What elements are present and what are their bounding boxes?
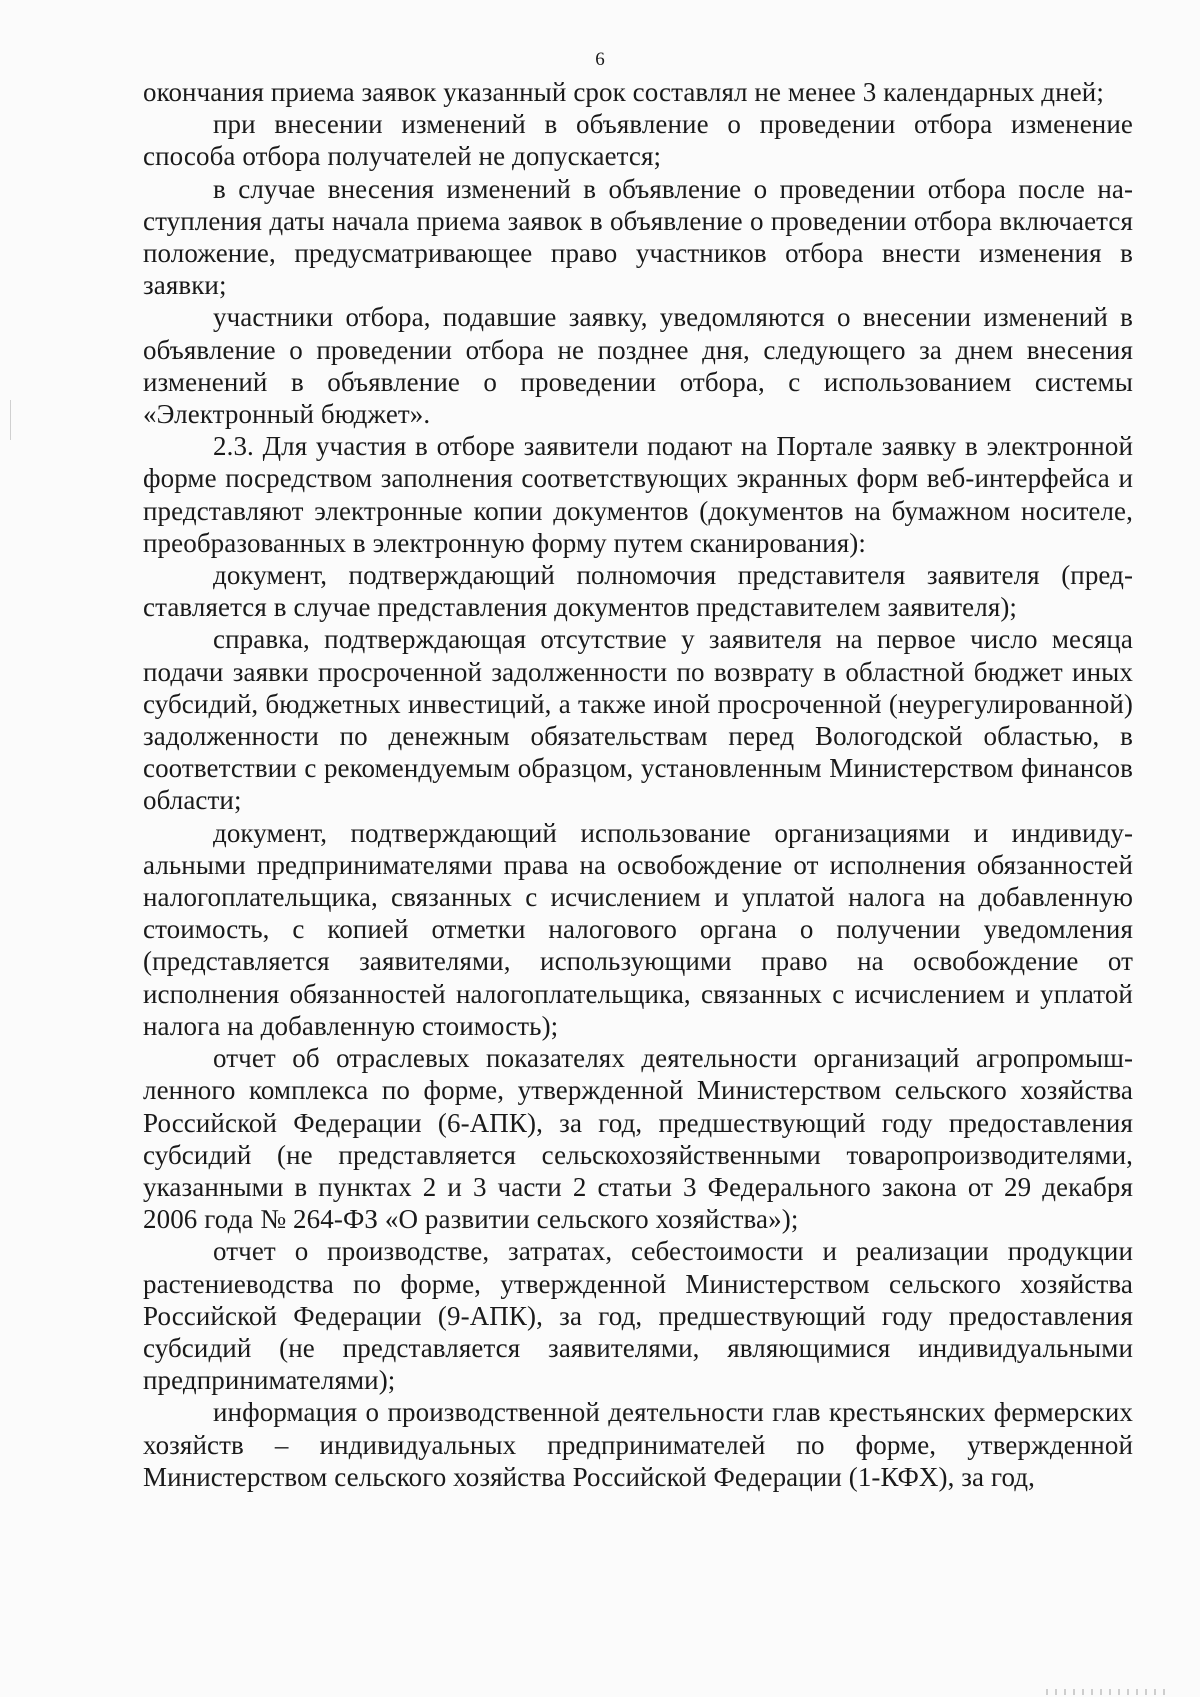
paragraph-1: окончания приема заявок указанный срок составлял не менее 3 календарных дней; xyxy=(143,77,1104,107)
paragraph-6: документ, подтверждающий полномочия представителя заявителя (представляется в случае представления документов представителем заявителя); xyxy=(143,560,1133,623)
paragraph-7: справка, подтверждающая отсутствие у заявителя на первое число месяца подачи заявки просроченной задолженности по возврату в областной бюджет иных субсидий, бюджетных инвестиций, а также иной просроченной (неурегулированной) задолженности по денежным обязательствам перед Вологодской областью, в соответствии с рекомендуемым образцом, установленным Министерством финансов области; xyxy=(143,624,1133,816)
paragraph-3: в случае внесения изменений в объявление о проведении отбора после наступления даты начала приема заявок в объявление о проведении отбора включается положение, предусматривающее право участников отбора внести изменения в заявки; xyxy=(143,173,1133,301)
paragraph-4: участники отбора, подавшие заявку, уведомляются о внесении изменений в объявление о проведении отбора не позднее дня, следующего за днем внесения изменений в объявление о проведении отбора, с использованием системы «Электронный бюджет». xyxy=(143,302,1133,430)
paragraph-9: отчет об отраслевых показателях деятельности организаций агропромышленного комплекса по форме, утвержденной Министерством сельского хозяйства Российской Федерации (6-АПК), за год, предшествующий году предоставления субсидий (не представляется сельскохозяйственными товаропроизводителями, указанными в пунктах 2 и 3 части 2 статьи 3 Федерального закона от 29 декабря 2006 года № 264-ФЗ «О развитии сельского хозяйства»); xyxy=(143,1043,1133,1235)
scan-artifact-line xyxy=(10,400,11,440)
paragraph-8: документ, подтверждающий использование организациями и индивидуальными предпринимателями права на освобождение от исполнения обязанностей налогоплательщика, связанных с исчислением и уплатой налога на добавленную стоимость, с копией отметки налогового органа о получении уведомления (представляется заявителями, использующими право на освобождение от исполнения обязанностей налогоплательщика, связанных с исчислением и уплатой налога на добавленную стоимость); xyxy=(143,817,1133,1041)
paragraph-10: отчет о производстве, затратах, себестоимости и реализации продукции растениеводства по форме, утвержденной Министерством сельского хозяйства Российской Федерации (9-АПК), за год, предшествующий году предоставления субсидий (не представляется заявителями, являющимися индивидуальными предпринимателями); xyxy=(143,1236,1133,1396)
scan-artifact-dots xyxy=(1046,1689,1166,1695)
paragraph-2: при внесении изменений в объявление о проведении отбора изменение способа отбора получателей не допускается; xyxy=(143,109,1133,172)
document-body xyxy=(143,76,1133,1493)
paragraph-5: 2.3. Для участия в отборе заявители подают на Портале заявку в электронной форме посредством заполнения соответствующих экранных форм веб-интерфейса и представляют электронные копии документов (документов на бумажном носителе, преобразованных в электронную форму путем сканирования): xyxy=(143,431,1133,558)
page-number: 6 xyxy=(595,49,605,70)
paragraph-11: информация о производственной деятельности глав крестьянских фермерских хозяйств – индивидуальных предпринимателей по форме, утвержденной Министерством сельского хозяйства Российской Федерации (1-КФХ), за год, xyxy=(143,1397,1133,1492)
